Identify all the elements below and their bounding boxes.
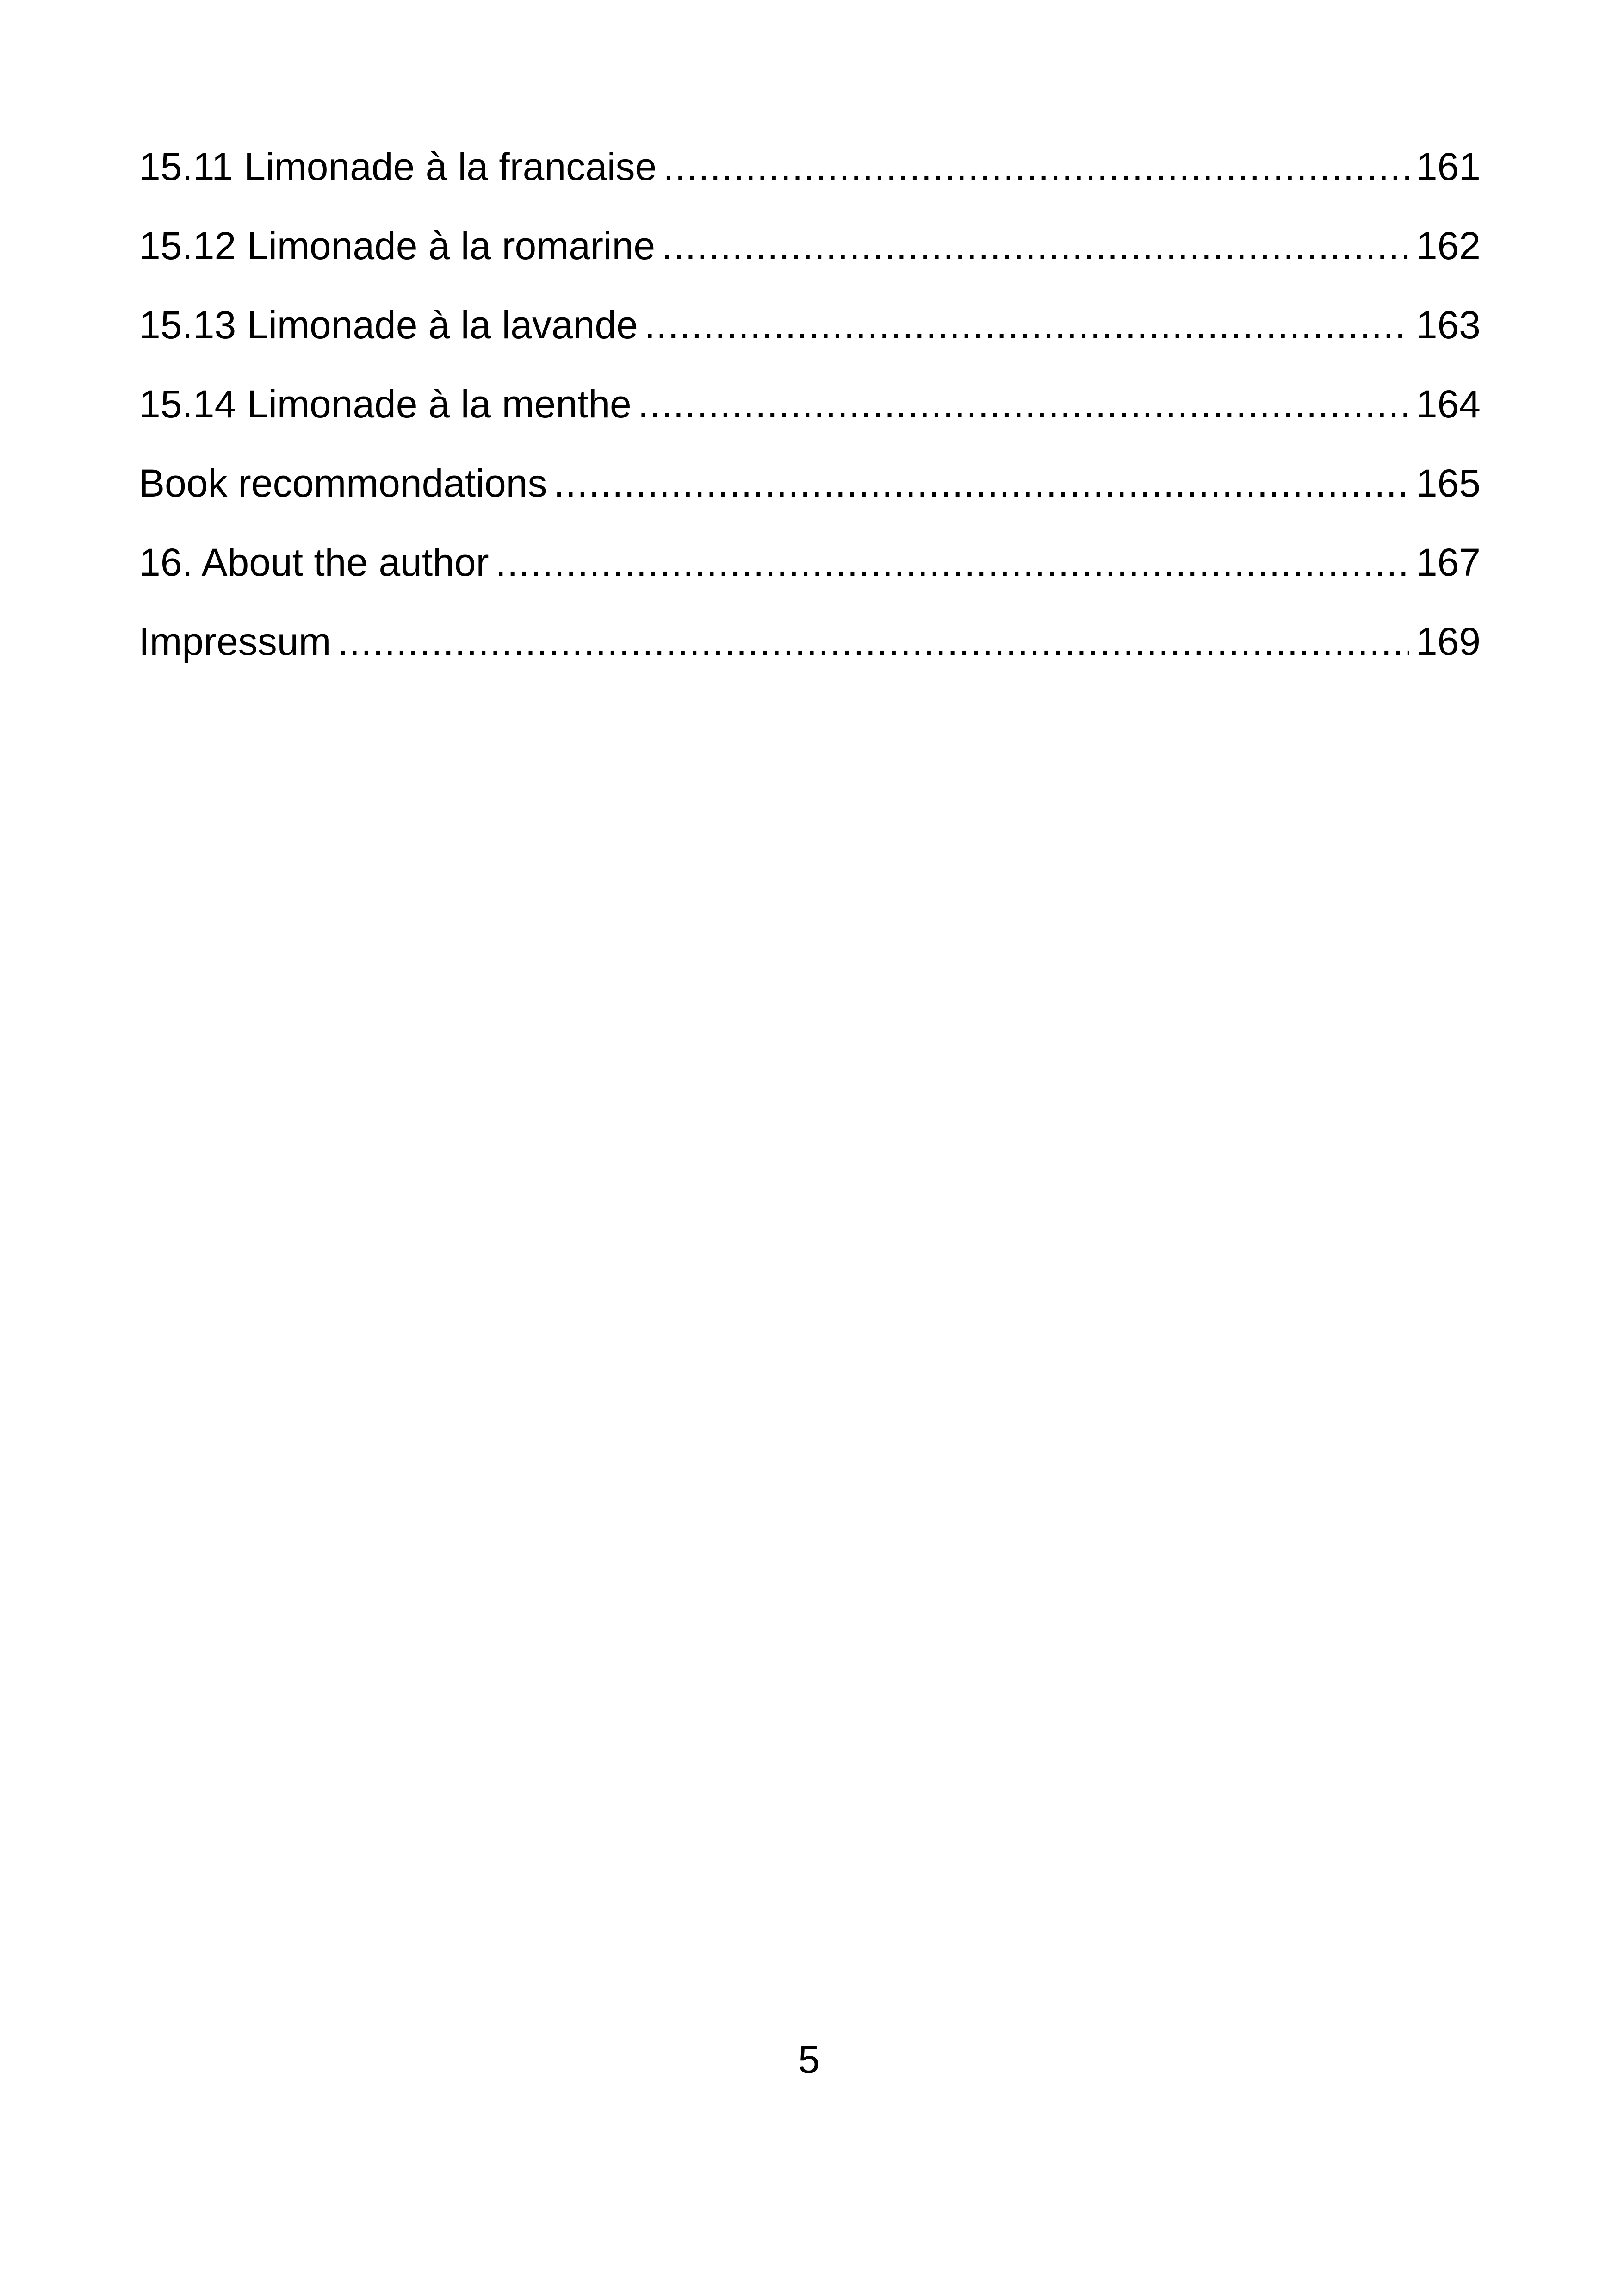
toc-entry-title: Impressum xyxy=(139,620,331,663)
toc-entry-title: 15.13 Limonade à la lavande xyxy=(139,303,638,347)
toc-entry[interactable] xyxy=(139,218,1481,297)
toc-entry[interactable] xyxy=(139,535,1481,614)
toc-dot-leader xyxy=(662,218,1409,274)
toc-dot-leader xyxy=(663,139,1409,194)
toc-dot-leader xyxy=(645,297,1409,353)
toc-entry[interactable] xyxy=(139,297,1481,376)
toc-entry-page: 163 xyxy=(1415,303,1481,347)
toc-entry-page: 164 xyxy=(1415,382,1481,426)
toc-entry[interactable] xyxy=(139,455,1481,535)
toc-entry-page: 162 xyxy=(1415,224,1481,268)
toc-dot-leader xyxy=(638,376,1409,432)
toc-dot-leader xyxy=(337,614,1409,669)
toc-entry-page: 167 xyxy=(1415,541,1481,584)
table-of-contents xyxy=(139,139,1481,693)
toc-entry-title: 15.11 Limonade à la francaise xyxy=(139,145,657,188)
toc-entry-title: 15.14 Limonade à la menthe xyxy=(139,382,632,426)
toc-entry[interactable] xyxy=(139,614,1481,693)
toc-entry-title: 15.12 Limonade à la romarine xyxy=(139,224,656,268)
toc-entry[interactable] xyxy=(139,376,1481,455)
toc-entry-page: 169 xyxy=(1415,620,1481,663)
toc-entry-page: 161 xyxy=(1415,145,1481,188)
toc-entry[interactable] xyxy=(139,139,1481,218)
toc-entry-title: 16. About the author xyxy=(139,541,489,584)
toc-entry-page: 165 xyxy=(1415,461,1481,505)
page-number: 5 xyxy=(798,2038,820,2081)
toc-dot-leader xyxy=(553,455,1409,511)
toc-entry-title: Book recommondations xyxy=(139,461,547,505)
toc-dot-leader xyxy=(496,535,1409,590)
